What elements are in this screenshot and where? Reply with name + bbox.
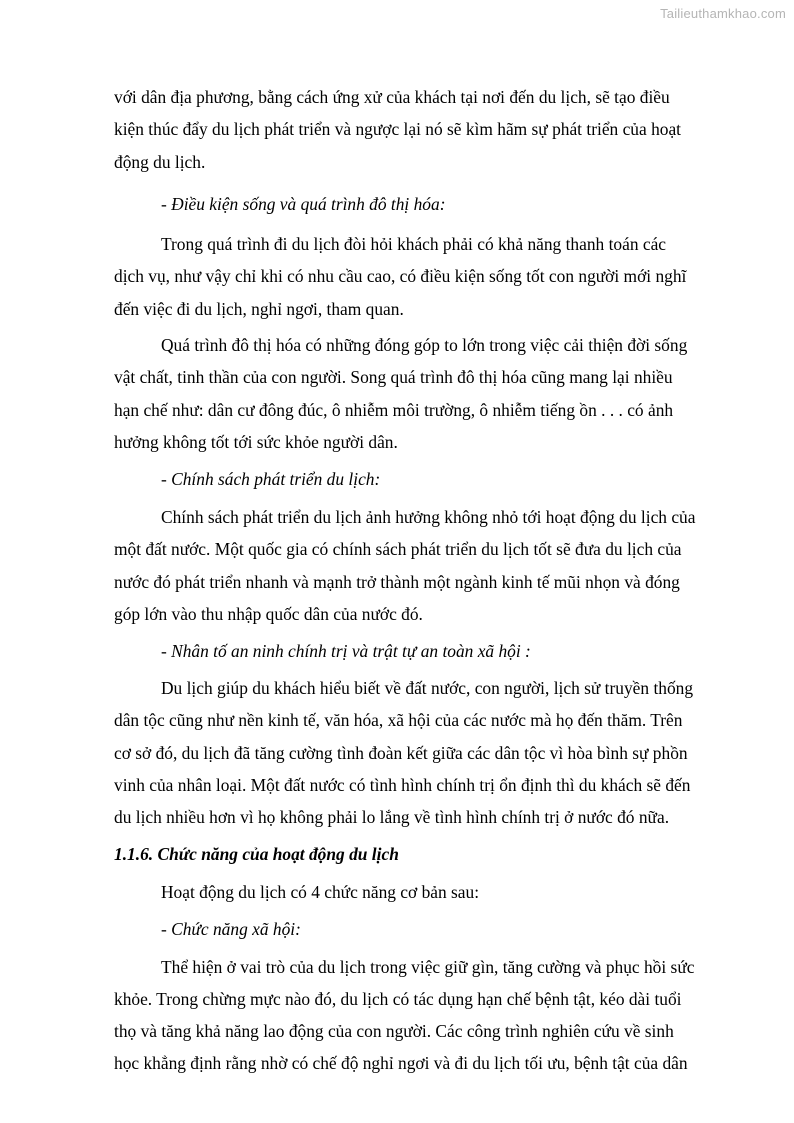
text-line: dân tộc cũng như nền kinh tế, văn hóa, xã hội của các nước mà họ đến thăm. Trên [114, 710, 683, 730]
subsection-title: - Chức năng xã hội: [161, 919, 301, 939]
text-line: khỏe. Trong chừng mực nào đó, du lịch có tác dụng hạn chế bệnh tật, kéo dài tuổi [114, 989, 682, 1009]
text-line: thọ và tăng khả năng lao động của con người. Các công trình nghiên cứu về sinh [114, 1021, 674, 1041]
text-line: vinh của nhân loại. Một đất nước có tình hình chính trị ổn định thì du khách sẽ đến [114, 775, 691, 795]
text-line: Quá trình đô thị hóa có những đóng góp to lớn trong việc cải thiện đời sống [161, 335, 688, 355]
text-line: góp lớn vào thu nhập quốc dân của nước đó. [114, 604, 423, 624]
text-line: vật chất, tinh thần của con người. Song quá trình đô thị hóa cũng mang lại nhiều [114, 367, 673, 387]
text-line: một đất nước. Một quốc gia có chính sách phát triển du lịch tốt sẽ đưa du lịch của [114, 539, 682, 559]
text-line: Du lịch giúp du khách hiểu biết về đất nước, con người, lịch sử truyền thống [161, 678, 694, 698]
text-line: hạn chế như: dân cư đông đúc, ô nhiễm môi trường, ô nhiễm tiếng ồn . . . có ảnh [114, 400, 674, 420]
text-line: Hoạt động du lịch có 4 chức năng cơ bản sau: [161, 882, 480, 902]
text-line: dịch vụ, như vậy chỉ khi có nhu cầu cao, có điều kiện sống tốt con người mới nghĩ [114, 266, 687, 286]
section-heading: 1.1.6. Chức năng của hoạt động du lịch [114, 844, 399, 864]
text-line: đến việc đi du lịch, nghỉ ngơi, tham quan. [114, 299, 404, 319]
text-line: Trong quá trình đi du lịch đòi hỏi khách phải có khả năng thanh toán các [161, 234, 667, 254]
text-line: Chính sách phát triển du lịch ảnh hưởng không nhỏ tới hoạt động du lịch của [161, 507, 696, 527]
text-line: học khẳng định rằng nhờ có chế độ nghỉ ngơi và đi du lịch tối ưu, bệnh tật của dân [114, 1053, 688, 1073]
text-line: nước đó phát triển nhanh và mạnh trở thành một ngành kinh tế mũi nhọn và đóng [114, 572, 680, 592]
text-line: kiện thúc đẩy du lịch phát triển và ngược lại nó sẽ kìm hãm sự phát triển của hoạt [114, 119, 682, 139]
text-line: động du lịch. [114, 152, 206, 172]
watermark: Tailieuthamkhao.com [660, 6, 786, 21]
text-line: với dân địa phương, bằng cách ứng xử của khách tại nơi đến du lịch, sẽ tạo điều [114, 87, 670, 107]
subsection-title: - Nhân tố an ninh chính trị và trật tự an toàn xã hội : [161, 641, 531, 661]
text-line: du lịch nhiều hơn vì họ không phải lo lắng về tình hình chính trị ở nước đó nữa. [114, 807, 670, 827]
text-line: hưởng không tốt tới sức khỏe người dân. [114, 432, 398, 452]
subsection-title: - Điều kiện sống và quá trình đô thị hóa: [161, 194, 446, 214]
subsection-title: - Chính sách phát triển du lịch: [161, 469, 381, 489]
text-line: cơ sở đó, du lịch đã tăng cường tình đoàn kết giữa các dân tộc vì hòa bình sự phồn [114, 743, 688, 763]
text-line: Thể hiện ở vai trò của du lịch trong việc giữ gìn, tăng cường và phục hồi sức [161, 957, 695, 977]
